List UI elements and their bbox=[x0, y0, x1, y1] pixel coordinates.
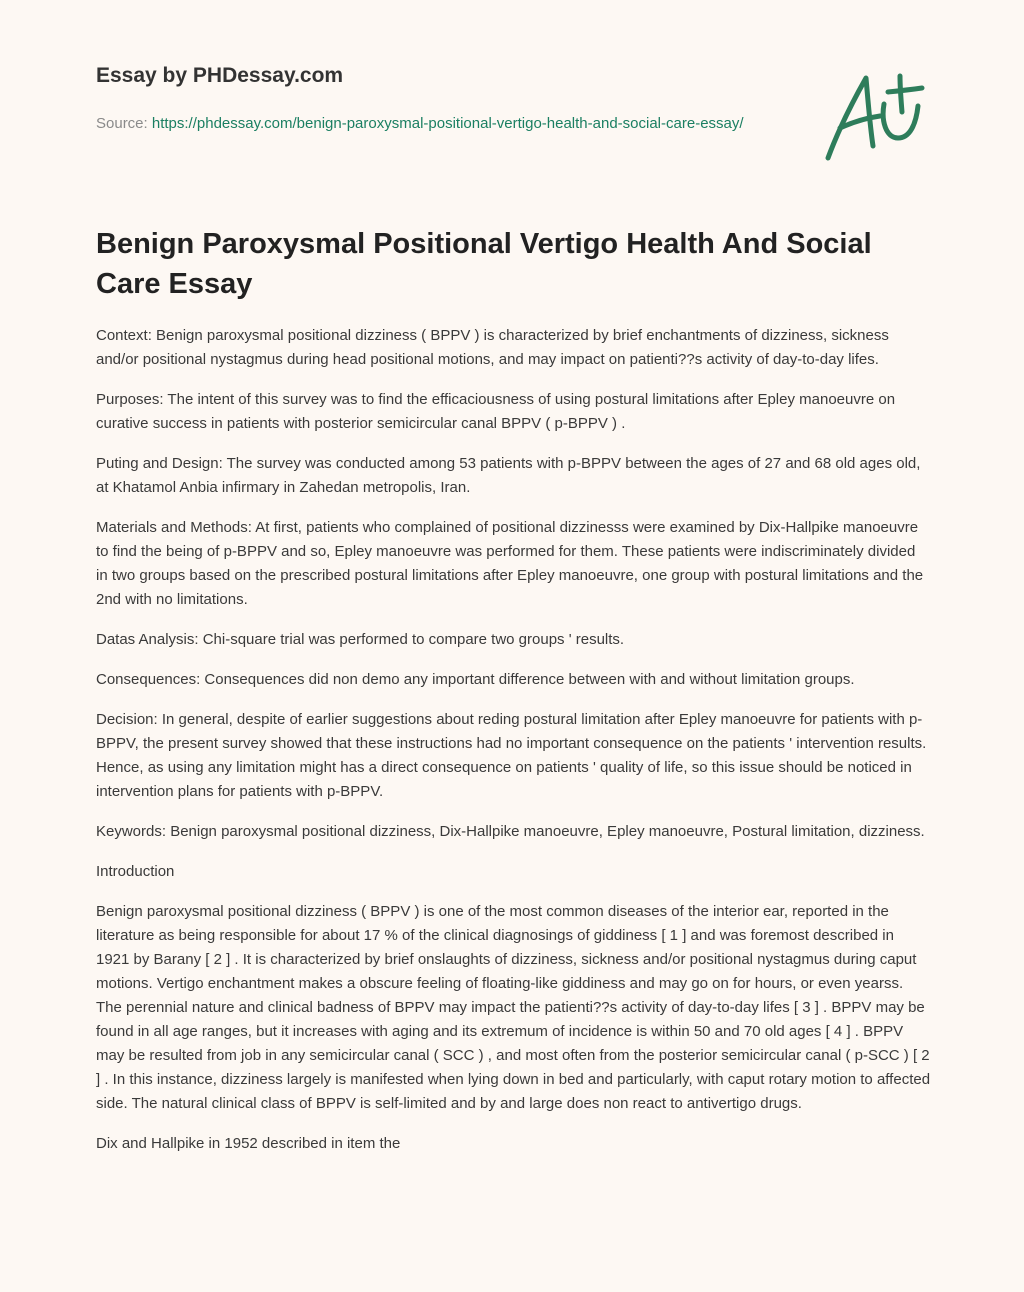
paragraph-context: Context: Benign paroxysmal positional dizziness ( BPPV ) is characterized by brief enchantments of dizziness, sickness and/or positional nystagmus during head positional motions, and may impact on patienti??s activity of day-to-day lifes. bbox=[96, 327, 889, 368]
paragraph-materials-methods: Materials and Methods: At first, patients who complained of positional dizzinesss were examined by Dix-Hallpike manoeuvre to find the being of p-BPPV and so, Epley manoeuvre was performed for them. These patients were indiscriminately divided in two groups based on the prescribed postural limitations after Epley manoeuvre, one group with postural limitations and the 2nd with no limitations. bbox=[96, 519, 924, 608]
essay-body bbox=[96, 324, 931, 1172]
paragraph-setting-design: Puting and Design: The survey was conducted among 53 patients with p-BPPV between the ages of 27 and 68 old ages old, at Khatamol Anbia infirmary in Zahedan metropolis, Iran. bbox=[96, 455, 921, 496]
source-link[interactable]: https://phdessay.com/benign-paroxysmal-positional-vertigo-health-and-social-care-essay/ bbox=[151, 115, 744, 132]
paragraph-results: Consequences: Consequences did non demo any important difference between with and without limitation groups. bbox=[96, 671, 855, 688]
paragraph-dix-hallpike: Dix and Hallpike in 1952 described in item the bbox=[96, 1135, 401, 1152]
paragraph-introduction: Benign paroxysmal positional dizziness ( BPPV ) is one of the most common diseases of the interior ear, reported in the literature as being responsible for about 17 % of the clinical diagnosings of giddiness [ 1 ] and was foremost described in 1921 by Barany [ 2 ] . It is characterized by brief onslaughts of dizziness, sickness and/or positional nystagmus during caput motions. Vertigo enchantment makes a obscure feeling of floating-like giddiness and may go on for hours, or even yearss. The perennial nature and clinical badness of BPPV may impact the patienti??s activity of day-to-day lifes [ 3 ] . BPPV may be found in all age ranges, but it increases with aging and its extremum of incidence is within 50 and 70 old ages [ 4 ] . BPPV may be resulted from job in any semicircular canal ( SCC ) , and most often from the posterior semicircular canal ( p-SCC ) [ 2 ] . In this instance, dizziness largely is manifested when lying down in bed and particularly, with caput rotary motion to affected side. The natural clinical class of BPPV is self-limited and by and large does non react to antivertigo drugs. bbox=[96, 903, 931, 1112]
paragraph-keywords: Keywords: Benign paroxysmal positional dizziness, Dix-Hallpike manoeuvre, Epley manoeuvre, Postural limitation, dizziness. bbox=[96, 823, 925, 840]
paragraph-data-analysis: Datas Analysis: Chi-square trial was performed to compare two groups ' results. bbox=[96, 631, 625, 648]
a-plus-grade-logo bbox=[818, 66, 934, 166]
section-heading-introduction: Introduction bbox=[96, 863, 175, 880]
essay-title: Benign Paroxysmal Positional Vertigo Health And Social Care Essay bbox=[96, 228, 872, 300]
site-title: Essay by PHDessay.com bbox=[96, 64, 344, 87]
paragraph-conclusion: Decision: In general, despite of earlier suggestions about reding postural limitation after Epley manoeuvre for patients with p-BPPV, the present survey showed that these instructions had no important consequence on the patients ' intervention results. Hence, as using any limitation might has a direct consequence on patients ' quality of life, so this issue should be noticed in intervention plans for patients with p-BPPV. bbox=[96, 711, 927, 800]
source-label: Source: bbox=[96, 115, 148, 132]
paragraph-purposes: Purposes: The intent of this survey was to find the efficaciousness of using postural limitations after Epley manoeuvre on curative success in patients with posterior semicircular canal BPPV ( p-BPPV ) . bbox=[96, 391, 896, 432]
source-line bbox=[96, 112, 756, 136]
